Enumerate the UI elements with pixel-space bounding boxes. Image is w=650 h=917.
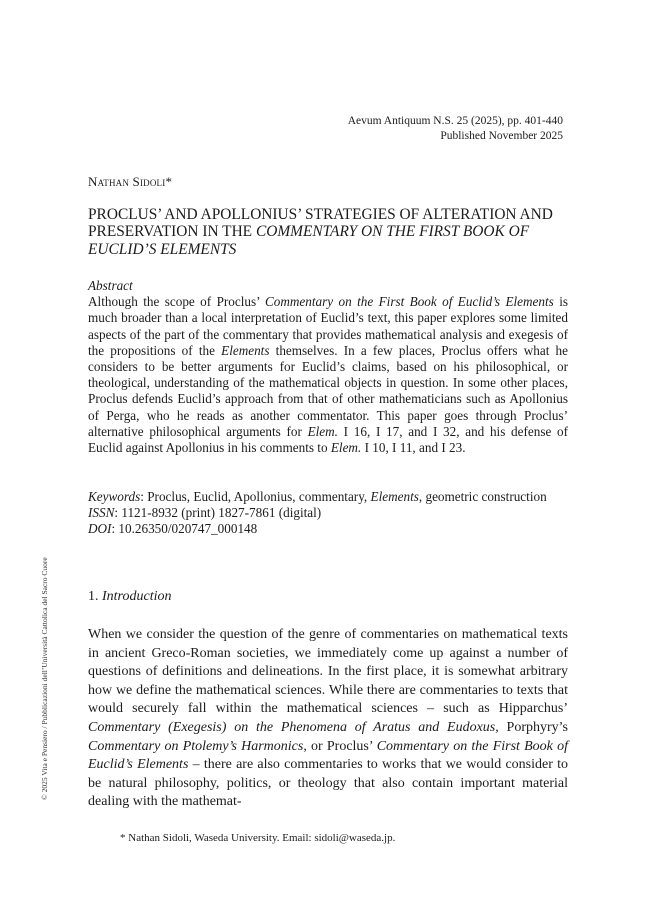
paragraph-text: – there are also commentaries to works that we would consider to be natural philosophy, politics, or theology that also contain important material dealing with the mathemat-: [88, 757, 569, 810]
paragraph-text: , Porphyry’s: [495, 719, 568, 735]
paragraph-italic: Commentary on the First Book of Euclid’s Elements: [88, 738, 568, 773]
keywords-text: : Proclus, Euclid, Apollonius, commentary,: [140, 489, 371, 504]
title-italic: COMMENTARY ON THE FIRST BOOK OF EUCLID’S ELEMENTS: [88, 223, 530, 258]
footnote: * Nathan Sidoli, Waseda University. Email: sidoli@waseda.jp.: [120, 832, 396, 844]
issn: [88, 505, 568, 521]
title-main: PROCLUS’ AND APOLLONIUS’ STRATEGIES OF ALTERATION AND PRESERVATION IN THE: [88, 206, 553, 241]
issn-value: : 1121-8932 (print) 1827-7861 (digital): [114, 505, 322, 521]
abstract-text: themselves. In a few places, Proclus offers what he considers to be better arguments for Euclid’s claims, based on his philosophical, or theological, understanding of the mathematical objects in question. In some other places, Proclus defends Euclid’s approach from that of other mathematicians such as Apollonius of Perga, who he reads as another commentator. This paper goes through Proclus’ alternative philosophical arguments for: [88, 342, 569, 439]
doi: [88, 521, 568, 537]
abstract: [88, 278, 568, 456]
abstract-italic: Commentary on the First Book of Euclid’s Elements: [264, 294, 554, 310]
abstract-italic: Elem.: [307, 423, 338, 439]
abstract-italic: Elements: [221, 342, 270, 358]
section-number: 1.: [88, 589, 102, 604]
paragraph-italic: Commentary on Ptolemy’s Harmonics: [88, 738, 304, 754]
abstract-text: I 16, I 17, and I 32, and his defense of Euclid against Apollonius in his comments to: [88, 423, 569, 456]
abstract-text: is much broader than a local interpretation of Euclid’s text, this paper explores some limited aspects of the part of the commentary that provides mathematical analysis and exegesis of the propositions of the: [88, 294, 569, 358]
section-heading: [88, 588, 171, 605]
paragraph-italic: Commentary (Exegesis) on the Phenomena of Aratus and Eudoxus: [88, 719, 496, 735]
keywords-italic: Elements: [370, 489, 419, 504]
abstract-text: Although the scope of Proclus’: [88, 294, 265, 310]
doi-label: DOI: [88, 521, 112, 537]
journal-citation: Aevum Antiquum N.S. 25 (2025), pp. 401-440: [347, 115, 563, 127]
body-paragraph: [88, 626, 568, 812]
section-title: Introduction: [102, 589, 172, 604]
publication-date: Published November 2025: [440, 130, 563, 142]
article-metadata: [88, 489, 568, 538]
doi-value: : 10.26350/020747_000148: [111, 521, 258, 537]
author-name: Nathan Sidoli*: [88, 174, 173, 189]
issn-label: ISSN: [88, 505, 115, 521]
keywords: [88, 489, 568, 505]
abstract-text: I 10, I 11, and I 23.: [361, 440, 466, 456]
abstract-italic: Elem.: [330, 440, 362, 456]
keywords-text: , geometric construction: [418, 489, 547, 504]
paragraph-text: When we consider the question of the genre of commentaries on mathematical texts in ancient Greco-Roman societies, we immediately come up against a number of questions of definitions and delineations. In the first place, it is somewhat arbitrary how we define the mathematical sciences. While there are commentaries to texts that would securely fall within the mathematical sciences – such as Hipparchus’: [88, 627, 568, 717]
journal-header: [348, 114, 563, 144]
abstract-body: [88, 294, 568, 456]
article-title: [88, 206, 568, 258]
keywords-label: Keywords: [88, 489, 141, 504]
paragraph-text: , or Proclus’: [303, 738, 377, 754]
sidebar-copyright: © 2025 Vita e Pensiero / Pubblicazioni dell’Università Cattolica del Sacro Cuore: [40, 557, 49, 800]
abstract-heading: Abstract: [88, 278, 133, 293]
